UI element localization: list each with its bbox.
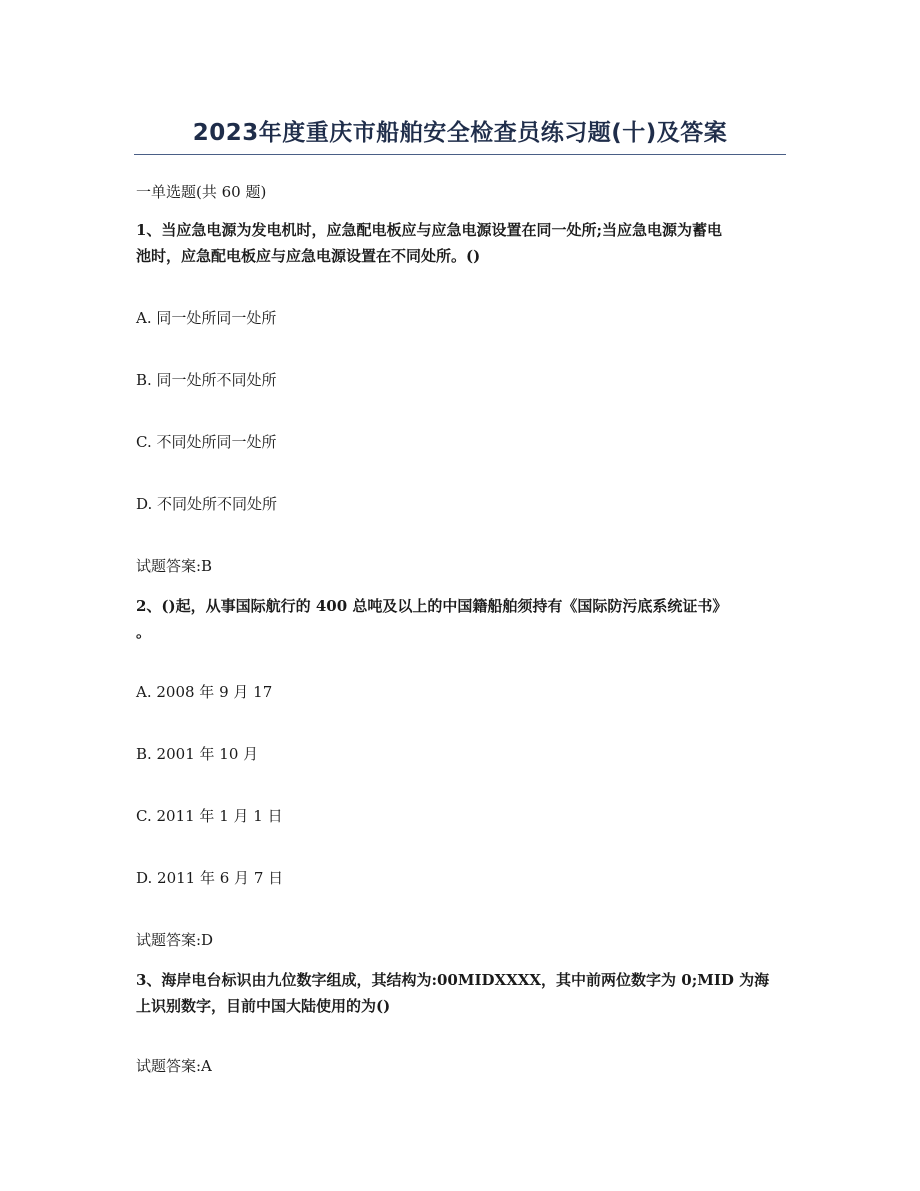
question-1-answer: 试题答案:B xyxy=(136,557,213,575)
question-1-option-b: B. 同一处所不同处所 xyxy=(136,371,277,389)
question-1-option-c: C. 不同处所同一处所 xyxy=(136,433,277,451)
question-3-answer: 试题答案:A xyxy=(136,1057,212,1075)
question-2-stem-line-1: 2、()起，从事国际航行的 400 总吨及以上的中国籍船舶须持有《国际防污底系统证书》 xyxy=(136,597,728,615)
title-underline xyxy=(134,154,786,155)
question-1-option-a: A. 同一处所同一处所 xyxy=(136,309,277,327)
question-1-stem-line-1: 1、当应急电源为发电机时，应急配电板应与应急电源设置在同一处所;当应急电源为蓄电 xyxy=(136,221,722,239)
question-1-option-d: D. 不同处所不同处所 xyxy=(136,495,278,513)
question-3-stem-line-2: 上识别数字，目前中国大陆使用的为() xyxy=(136,997,391,1015)
page-title: 2023年度重庆市船舶安全检查员练习题(十)及答案 xyxy=(192,120,728,146)
question-2-option-c: C. 2011 年 1 月 1 日 xyxy=(136,807,283,825)
question-2-option-a: A. 2008 年 9 月 17 xyxy=(136,683,273,701)
question-2-stem-line-2: 。 xyxy=(136,623,152,641)
question-3-stem-line-1: 3、海岸电台标识由九位数字组成，其结构为:00MIDXXXX，其中前两位数字为 0;MID 为海 xyxy=(136,971,770,989)
question-2-option-d: D. 2011 年 6 月 7 日 xyxy=(136,869,284,887)
question-2-answer: 试题答案:D xyxy=(136,931,214,949)
question-1-stem-line-2: 池时，应急配电板应与应急电源设置在不同处所。() xyxy=(136,247,481,265)
section-heading: 一单选题(共 60 题) xyxy=(136,183,267,201)
question-2-option-b: B. 2001 年 10 月 xyxy=(136,745,259,763)
